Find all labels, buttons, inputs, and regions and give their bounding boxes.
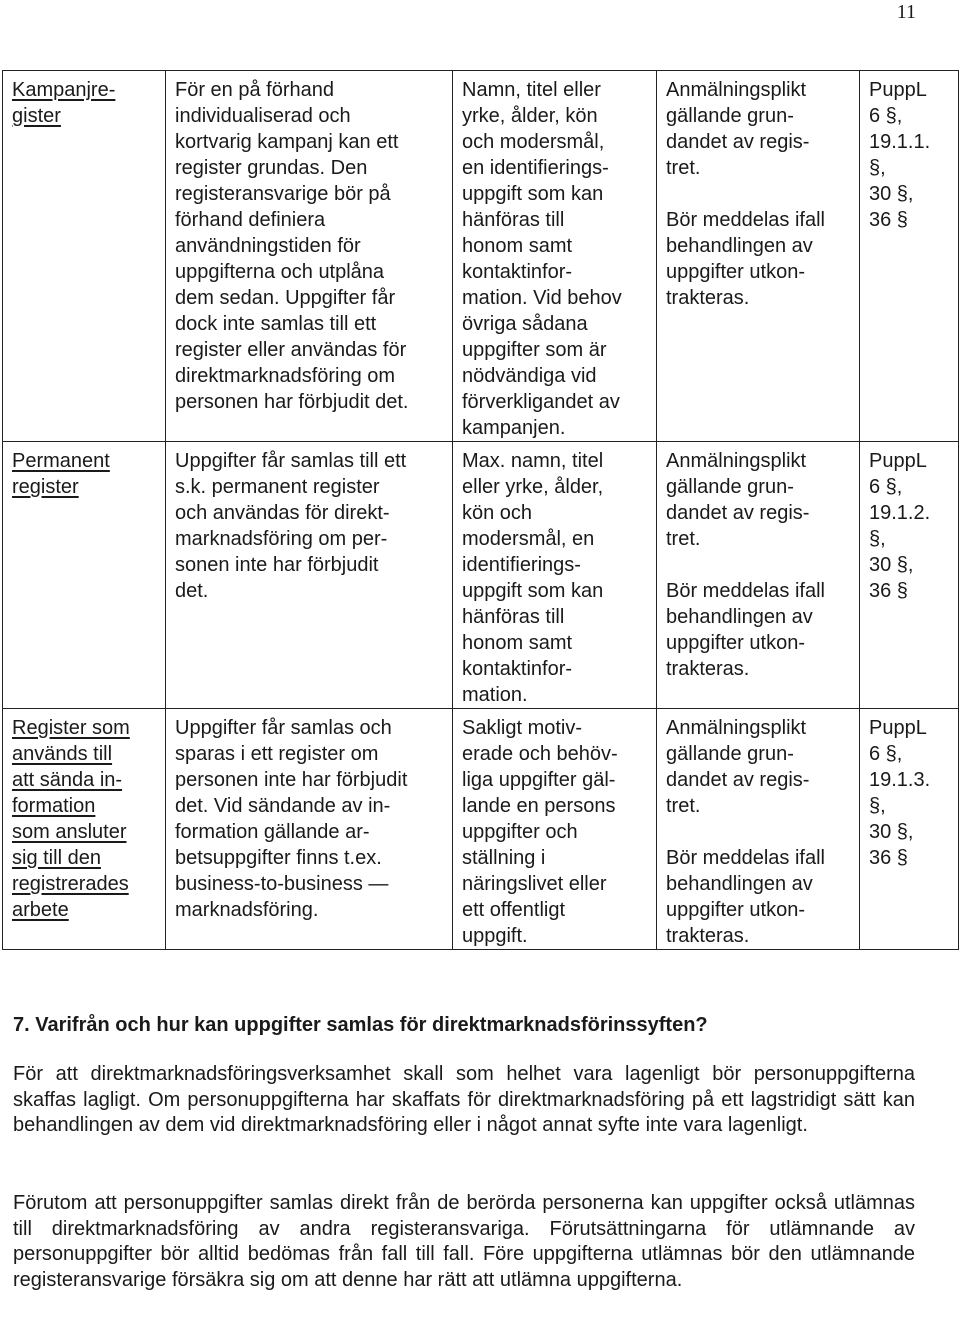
register-name: Permanent register	[12, 450, 110, 498]
reference-cell	[860, 71, 959, 442]
description-cell	[166, 709, 453, 950]
notice-cell	[657, 709, 860, 950]
page-number: 11	[896, 1, 916, 23]
notification-duty: Anmälningsplikt gällande grun- dandet av regis- tret.	[666, 717, 810, 817]
register-description: Uppgifter får samlas och sparas i ett register om personen inte har förbjudit det. Vid sändande av in- formation gällande ar- betsuppgifter finns t.ex. business-to-business — marknadsföring.	[175, 717, 408, 921]
description-cell	[166, 442, 453, 709]
law-reference: PuppL 6 §, 19.1.3. §, 30 §, 36 §	[869, 717, 931, 869]
table-row	[3, 71, 959, 442]
register-data-content: Namn, titel eller yrke, ålder, kön och modersmål, en identifierings- uppgift som kan hänföras till honom samt kontaktinfor- mation. Vid behov övriga sådana uppgifter som är nödvändiga vid förverkligandet av kampanjen.	[462, 79, 622, 439]
outsourcing-notice: Bör meddelas ifall behandlingen av uppgifter utkon- trakteras.	[666, 209, 825, 309]
register-name-cell	[3, 71, 166, 442]
description-cell	[166, 71, 453, 442]
data-content-cell	[453, 709, 657, 950]
body-paragraph: För att direktmarknadsföringsverksamhet skall som helhet vara lagenligt bör personuppgifterna skaffas lagligt. Om personuppgifterna har skaffats för direktmarknadsföring på ett lagstridigt sätt kan behandlingen av dem vid direktmarknadsföring eller i något annat syfte inte vara lagenligt.	[13, 1063, 915, 1136]
reference-cell	[860, 442, 959, 709]
register-table	[2, 70, 959, 950]
register-description: Uppgifter får samlas till ett s.k. permanent register och användas för direkt- marknadsföring om per- sonen inte har förbjudit det.	[175, 450, 407, 602]
notice-cell	[657, 71, 860, 442]
law-reference: PuppL 6 §, 19.1.2. §, 30 §, 36 §	[869, 450, 931, 602]
outsourcing-notice: Bör meddelas ifall behandlingen av uppgifter utkon- trakteras.	[666, 580, 825, 680]
register-name: Kampanjre- gister	[12, 79, 116, 127]
reference-cell	[860, 709, 959, 950]
register-name-cell	[3, 709, 166, 950]
data-content-cell	[453, 442, 657, 709]
register-data-content: Sakligt motiv- erade och behöv- liga uppgifter gäl- lande en persons uppgifter och ställning i näringslivet eller ett offentligt uppgift.	[462, 717, 618, 947]
body-paragraph: Förutom att personuppgifter samlas direkt från de berörda personerna kan uppgifter också utlämnas till direktmarknadsföring av andra registeransvariga. Förutsättningarna för utlämnande av personuppgifter bör alltid bedömas från fall till fall. Före uppgifterna utlämnas bör den utlämnande registeransvarige försäkra sig om att denne har rätt att utlämna uppgifterna.	[13, 1192, 915, 1291]
data-content-cell	[453, 71, 657, 442]
table-row	[3, 709, 959, 950]
outsourcing-notice: Bör meddelas ifall behandlingen av uppgifter utkon- trakteras.	[666, 847, 825, 947]
notification-duty: Anmälningsplikt gällande grun- dandet av regis- tret.	[666, 450, 810, 550]
register-description: För en på förhand individualiserad och kortvarig kampanj kan ett register grundas. Den registeransvarige bör på förhand definiera användningstiden för uppgifterna och utplåna dem sedan. Uppgifter får dock inte samlas till ett register eller användas för direktmarknadsföring om personen har förbjudit det.	[175, 79, 409, 413]
register-name-cell	[3, 442, 166, 709]
table-row	[3, 442, 959, 709]
register-name: Register som används till att sända in- formation som ansluter sig till den registrerades arbete	[12, 717, 130, 921]
law-reference: PuppL 6 §, 19.1.1. §, 30 §, 36 §	[869, 79, 931, 231]
register-data-content: Max. namn, titel eller yrke, ålder, kön och modersmål, en identifierings- uppgift som kan hänföras till honom samt kontaktinfor- mation.	[462, 450, 604, 706]
notice-cell	[657, 442, 860, 709]
section-heading: 7. Varifrån och hur kan uppgifter samlas för direktmarknadsförinssyften?	[13, 1014, 708, 1036]
notification-duty: Anmälningsplikt gällande grun- dandet av regis- tret.	[666, 79, 810, 179]
